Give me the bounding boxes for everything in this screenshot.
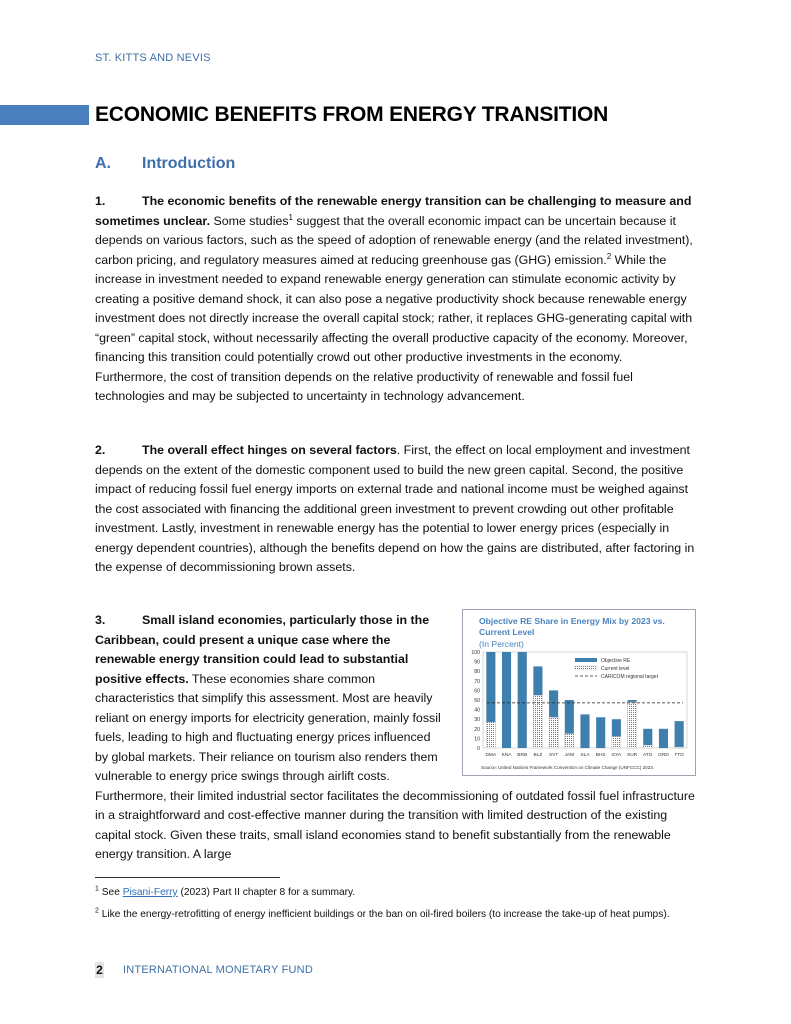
paragraph-number: 2. xyxy=(95,443,106,457)
x-tick-label: SUR xyxy=(627,753,638,758)
legend-swatch-current xyxy=(575,666,597,670)
pisani-ferry-link[interactable]: Pisani-Ferry xyxy=(122,887,178,898)
y-tick-label: 80 xyxy=(474,669,480,676)
bar-objective-re xyxy=(580,714,589,748)
x-tick-label: JAM xyxy=(564,753,575,758)
legend-label-target: CARICOM regional target xyxy=(601,674,658,680)
x-tick-label: BLZ xyxy=(533,753,543,758)
footnote-text: Like the energy-retrofitting of energy inefficient buildings or the ban on oil-fired boilers (to increase the take-up of heat pumps). xyxy=(98,909,670,920)
section-letter: A. xyxy=(95,155,111,172)
paragraph-text: While the increase in investment needed to expand renewable energy generation can stimulate economic activity by creating a positive demand shock, it can also pose a negative productivity shock because renewable energy investment does not directly increase the overall capital stock; rather, it replaces GHG-generating capital with “green” capital stock, without necessarily affecting the overall productive capacity of the economy. Moreover, financing this transition could potentially crowd out other productive investments in the economy. Furthermore, the cost of transition depends on the relative productivity of renewable and fossil fuel technologies and may be subjected to uncertainty in technology advancement. xyxy=(95,252,693,403)
y-tick-label: 30 xyxy=(474,717,480,724)
x-tick-label: ATG xyxy=(643,753,653,758)
bar-current-level xyxy=(643,745,652,748)
bar-objective-re xyxy=(659,729,668,748)
legend-swatch-objective xyxy=(575,658,597,662)
section-title: Introduction xyxy=(142,155,236,172)
footnote-ref-2[interactable]: 2 xyxy=(606,251,612,261)
re-share-chart xyxy=(462,609,696,776)
footnote-2 xyxy=(95,907,695,922)
x-tick-label: DMA xyxy=(485,753,497,758)
chart-canvas xyxy=(463,610,695,775)
running-header: ST. KITTS AND NEVIS xyxy=(95,52,211,64)
footnote-text: See xyxy=(98,887,123,898)
footer-org: INTERNATIONAL MONETARY FUND xyxy=(123,964,313,976)
footnote-number: 2 xyxy=(95,907,99,915)
y-tick-label: 70 xyxy=(474,678,480,685)
y-tick-label: 40 xyxy=(474,707,480,714)
paragraph-text: suggest that the overall economic impact can be uncertain because it depends on various factors, such as the speed of adoption of renewable energy (and the related investment), carbon pricing, and regulatory measures aimed at reducing greenhouse gas (GHG) emission. xyxy=(95,213,693,267)
bar-objective-re xyxy=(596,717,605,748)
paragraph-number: 1. xyxy=(95,194,106,208)
x-tick-label: KNA xyxy=(501,753,512,758)
y-tick-label: 0 xyxy=(477,746,480,752)
paragraph-2 xyxy=(95,441,695,578)
footnote-1 xyxy=(95,885,695,900)
page-title: ECONOMIC BENEFITS FROM ENERGY TRANSITION xyxy=(95,103,609,126)
bar-current-level xyxy=(549,717,558,748)
footnote-text: (2023) Part II chapter 8 for a summary. xyxy=(177,887,356,898)
bar-current-level xyxy=(486,722,495,748)
footnote-divider xyxy=(95,877,280,878)
x-tick-label: SLA xyxy=(580,753,590,758)
x-tick-label: GYA xyxy=(611,753,622,758)
bar-objective-re xyxy=(502,652,511,748)
footnote-number: 1 xyxy=(95,885,99,893)
x-tick-label: BHS xyxy=(595,753,606,758)
chart-title: Objective RE Share in Energy Mix by 2023 vs. Current Level xyxy=(479,616,665,637)
chart-subtitle: (In Percent) xyxy=(479,639,524,649)
y-tick-label: 20 xyxy=(474,726,480,733)
title-accent-bar xyxy=(0,105,89,125)
y-tick-label: 10 xyxy=(474,736,480,743)
section-heading xyxy=(95,155,235,173)
page-number: 2 xyxy=(96,963,103,977)
paragraph-text: These economies share common characteristics that simplify this assessment. Most are heavily reliant on energy imports for electricity generation, mainly fossil fuels, leading to high and fluctuating energy prices influenced by global markets. Their reliance on tourism also renders them vulnerable to energy price swings through airlift costs. Furthermore, their limited industrial sector facilitates the decommissioning of outdated fossil fuel infrastructure in a straightforward and cost-effective manner during the transition with limited destruction of the existing capital stock. Given these traits, small island economies stand to benefit substantially from the renewable energy transition. A large xyxy=(95,671,695,861)
bar-current-level xyxy=(675,747,684,748)
y-tick-label: 100 xyxy=(471,650,480,656)
paragraph-lead: The economic benefits of the renewable energy transition can be challenging to measure and sometimes unclear. xyxy=(95,194,692,228)
bar-current-level xyxy=(612,736,621,748)
y-tick-label: 60 xyxy=(474,688,480,695)
x-tick-label: SVT xyxy=(548,753,559,758)
chart-source: Source: United Nations Framework Convention on Climate Change (UNFCCC) 2023. xyxy=(481,765,655,770)
legend-label-current: Current level xyxy=(601,666,630,672)
paragraph-text: . First, the effect on local employment and investment depends on the extent of the domestic component used to build the new green capital. Second, the positive impact of reducing fossil fuel energy imports on external trade and national income must be weighed against the cost associated with financing the additional green investment to prevent crowding out other profitable investment. Lastly, investment in renewable energy has the potential to lower energy prices (especially in energy dependent countries), although the benefits depend on how the gains are distributed, after factoring in the expense of decommissioning brown assets. xyxy=(95,443,695,574)
x-tick-label: GRD xyxy=(658,753,669,758)
paragraph-lead: The overall effect hinges on several factors xyxy=(142,443,397,457)
legend-label-objective: Objective RE xyxy=(601,658,631,664)
bar-objective-re xyxy=(518,652,527,748)
bar-current-level xyxy=(628,702,637,748)
x-tick-label: TTO xyxy=(674,753,684,758)
paragraph-lead: Small island economies, particularly those in the Caribbean, could present a unique case where the renewable energy transition could lead to substantial positive effects. xyxy=(95,613,430,686)
bar-current-level xyxy=(565,734,574,748)
y-tick-label: 50 xyxy=(474,698,480,704)
footnote-ref-1[interactable]: 1 xyxy=(288,212,293,222)
paragraph-text: Some studies xyxy=(210,213,289,228)
y-tick-label: 90 xyxy=(474,659,480,666)
x-tick-label: BRB xyxy=(517,753,528,758)
paragraph-1 xyxy=(95,192,695,407)
paragraph-number: 3. xyxy=(95,613,106,627)
bar-objective-re xyxy=(675,721,684,748)
